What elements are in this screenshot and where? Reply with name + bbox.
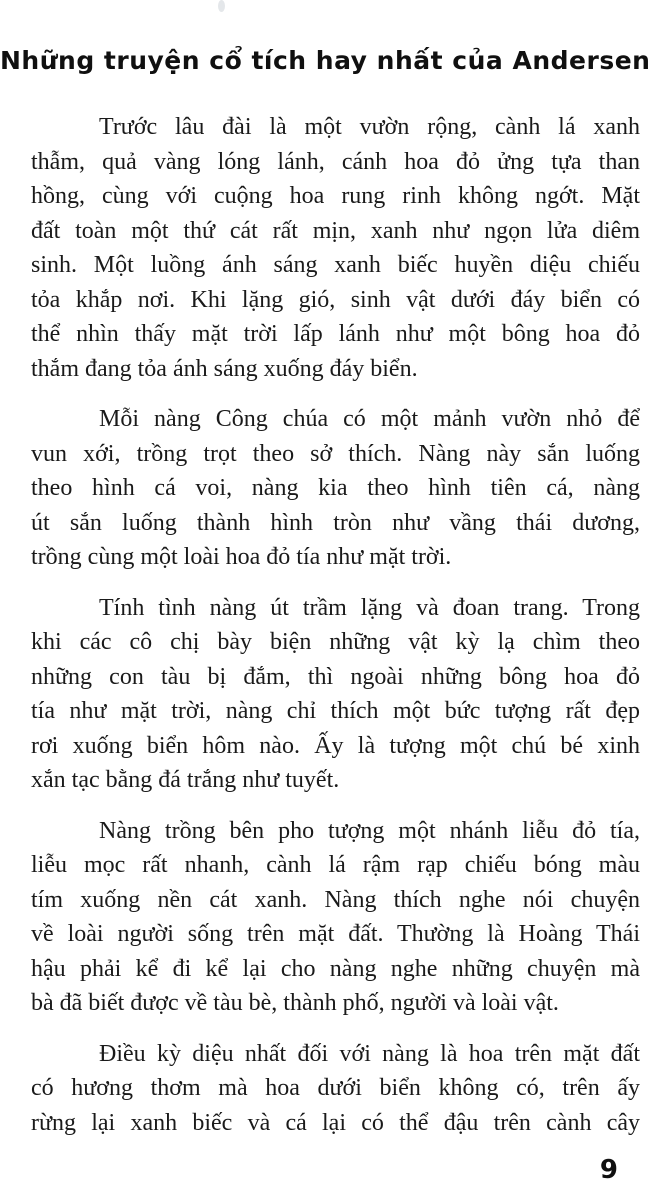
text-line: Mỗi nàng Công chúa có một mảnh vườn nhỏ để [99, 406, 640, 432]
text-line: bà đã biết được về tàu bè, thành phố, người và loài vật. [31, 990, 559, 1016]
text-line: những con tàu bị đắm, thì ngoài những bông hoa đỏ [31, 663, 640, 690]
text-line: rơi xuống biển hôm nào. Ấy là tượng một chú bé xinh [31, 732, 640, 759]
text-line: về loài người sống trên mặt đất. Thường là Hoàng Thái [31, 921, 640, 947]
paragraph [31, 402, 640, 575]
page-number: 9 [599, 1155, 618, 1185]
text-line: vun xới, trồng trọt theo sở thích. Nàng này sắn luống [31, 440, 640, 467]
paragraph [31, 591, 640, 798]
scan-artifact [218, 0, 225, 12]
running-head: Những truyện cổ tích hay nhất của Andersen [0, 46, 651, 75]
text-line: theo hình cá voi, nàng kia theo hình tiên cá, nàng [31, 475, 640, 501]
text-line: út sắn luống thành hình tròn như vầng thái dương, [31, 509, 640, 536]
text-line: rừng lại xanh biếc và cá lại có thể đậu trên cành cây [31, 1109, 640, 1136]
text-line: Tính tình nàng út trầm lặng và đoan trang. Trong [99, 594, 640, 621]
text-line: hậu phải kể đi kể lại cho nàng nghe những chuyện mà [31, 955, 640, 982]
text-line: đất toàn một thứ cát rất mịn, xanh như ngọn lửa diêm [31, 217, 640, 244]
text-line: liễu mọc rất nhanh, cành lá rậm rạp chiếu bóng màu [31, 852, 640, 878]
text-line: có hương thơm mà hoa dưới biển không có, trên ấy [31, 1075, 640, 1101]
text-line: Trước lâu đài là một vườn rộng, cành lá xanh [99, 114, 640, 140]
text-line: xắn tạc bằng đá trắng như tuyết. [31, 767, 340, 793]
text-line: thắm đang tỏa ánh sáng xuống đáy biển. [31, 355, 418, 382]
page-body [31, 110, 640, 1156]
text-line: khi các cô chị bày biện những vật kỳ lạ chìm theo [31, 629, 640, 655]
paragraph [31, 814, 640, 1021]
paragraph [31, 1037, 640, 1141]
text-line: hồng, cùng với cuộng hoa rung rinh không ngớt. Mặt [31, 183, 640, 209]
paragraph [31, 110, 640, 386]
text-line: tía như mặt trời, nàng chỉ thích một bức tượng rất đẹp [31, 698, 640, 724]
text-line: sinh. Một luồng ánh sáng xanh biếc huyền diệu chiếu [31, 252, 640, 278]
text-line: thẫm, quả vàng lóng lánh, cánh hoa đỏ ửng tựa than [31, 148, 640, 175]
text-line: thể nhìn thấy mặt trời lấp lánh như một bông hoa đỏ [31, 321, 640, 347]
text-line: trồng cùng một loài hoa đỏ tía như mặt trời. [31, 544, 452, 570]
text-line: Điều kỳ diệu nhất đối với nàng là hoa trên mặt đất [99, 1040, 640, 1067]
text-line: tỏa khắp nơi. Khi lặng gió, sinh vật dưới đáy biển có [31, 286, 640, 313]
text-line: Nàng trồng bên pho tượng một nhánh liễu đỏ tía, [99, 817, 640, 844]
text-line: tím xuống nền cát xanh. Nàng thích nghe nói chuyện [31, 886, 640, 913]
